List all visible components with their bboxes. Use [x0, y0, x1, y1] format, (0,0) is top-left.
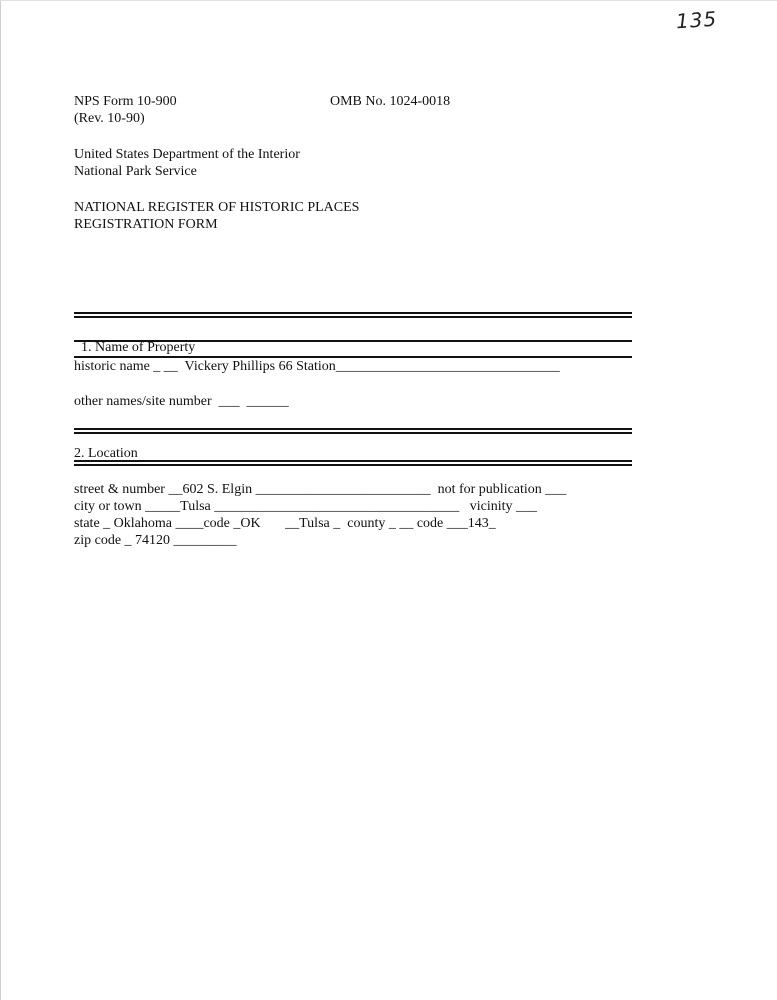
other-names-field: other names/site number ___ ______ [74, 394, 289, 409]
state-county-field: state _ Oklahoma ____code _OK __Tulsa _ county _ __ code ___143_ [74, 516, 496, 531]
city-town-field: city or town _____Tulsa ___________________________________ vicinity ___ [74, 499, 538, 514]
section-heading-text: 1. Name of Property [81, 340, 196, 355]
department-name: United States Department of the Interior [74, 147, 300, 162]
zip-code-field: zip code _ 74120 _________ [74, 533, 237, 548]
section-rule-location-bottom [74, 460, 632, 466]
section-heading-location: 2. Location [74, 446, 138, 461]
form-id: NPS Form 10-900 [74, 94, 177, 109]
historic-name-field: historic name _ __ Vickery Phillips 66 Station________________________________ [74, 359, 560, 374]
form-title-line2: REGISTRATION FORM [74, 217, 218, 232]
section-rule-top [74, 312, 632, 318]
form-title-line1: NATIONAL REGISTER OF HISTORIC PLACES [74, 200, 360, 215]
street-number-field: street & number __602 S. Elgin _________________________ not for publication ___ [74, 482, 567, 497]
page-edge-left [0, 0, 1, 1000]
service-name: National Park Service [74, 164, 197, 179]
section-rule-location-top [74, 428, 632, 434]
handwritten-page-number: 135 [675, 6, 718, 34]
section-rule-under-heading [74, 340, 632, 342]
page-edge-top [0, 0, 777, 1]
omb-number: OMB No. 1024-0018 [330, 94, 451, 109]
form-revision: (Rev. 10-90) [74, 111, 145, 126]
